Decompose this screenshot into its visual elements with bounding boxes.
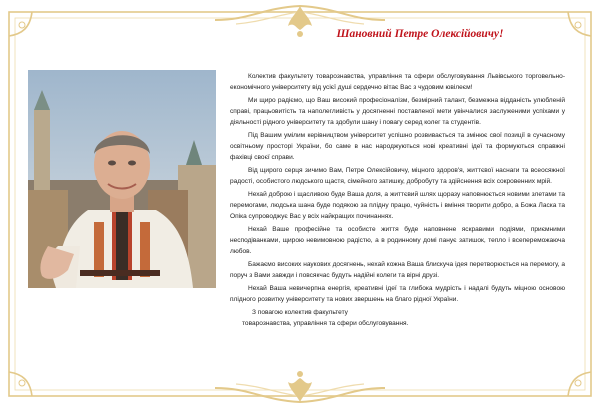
signature-line-1: З повагою колектив факультету — [252, 309, 348, 316]
paragraph: Нехай Ваше професійне та особисте життя буде наповнене яскравими подіями, приємними несподіванками, щирою невимовною радістю, а в родинному домі панує затишок, тепло і всепереможаюча любов. — [230, 226, 565, 255]
paragraph: Ми щиро радіємо, що Ваш високий професіоналізм, безмірний талант, безмежна відданість улюбленій справі, працьовитість та наполегливість у досягненні поставленої мети увінчалися заслуженими успіхами у діяльності рідного університету та здобули шану і повагу серед колег та студентів. — [230, 97, 565, 126]
greeting-title: Шановний Петре Олексійовичу! — [336, 28, 504, 40]
paragraph: Нехай доброю і щасливою буде Ваша доля, а життєвий шлях щоразу наповнюється новими злетами та перемогами, людська шана буде подякою за плідну працю, чуйність і вміння творити добро, а Божа Ласка та Опіка супроводжує Вас у всіх найкращих починаннях. — [230, 191, 565, 220]
person-photo — [28, 70, 216, 288]
paragraph: Нехай Ваша невичерпна енергія, креативні ідеї та глибока мудрість і надалі будуть міцною основою плідного розвитку університету та нових звершень на благо рідної України. — [230, 285, 565, 303]
paragraph: Колектив факультету товарознавства, управління та сфери обслуговування Львівського торговельно-економічного університету від усієї душі сердечно вітає Вас з чудовим ювілеєм! — [230, 73, 565, 91]
greeting-text — [230, 71, 565, 329]
paragraph: Бажаємо високих наукових досягнень, нехай кожна Ваша блискуча ідея перетворюється на перемогу, а поруч з Вами завжди і повсякчас будуть надійні колеги та вірні друзі. — [230, 261, 565, 279]
paragraph: Від щирого серця зичимо Вам, Петре Олексійовичу, міцного здоров'я, життєвої наснаги та всеосяжної радості, особистого людського щастя, сімейного затишку, добробуту та здійснення всіх сокровенних мрій. — [230, 167, 565, 185]
signature-line-2: товарознавства, управління та сфери обслуговування. — [242, 320, 409, 327]
paragraph: Під Вашим умілим керівництвом університет успішно розвивається та змінює свої позиції в сучасному освітньому просторі України, бо саме в нас народжуються нові креативні ідеї та формуються справжні фахівці своєї справи. — [230, 132, 565, 161]
